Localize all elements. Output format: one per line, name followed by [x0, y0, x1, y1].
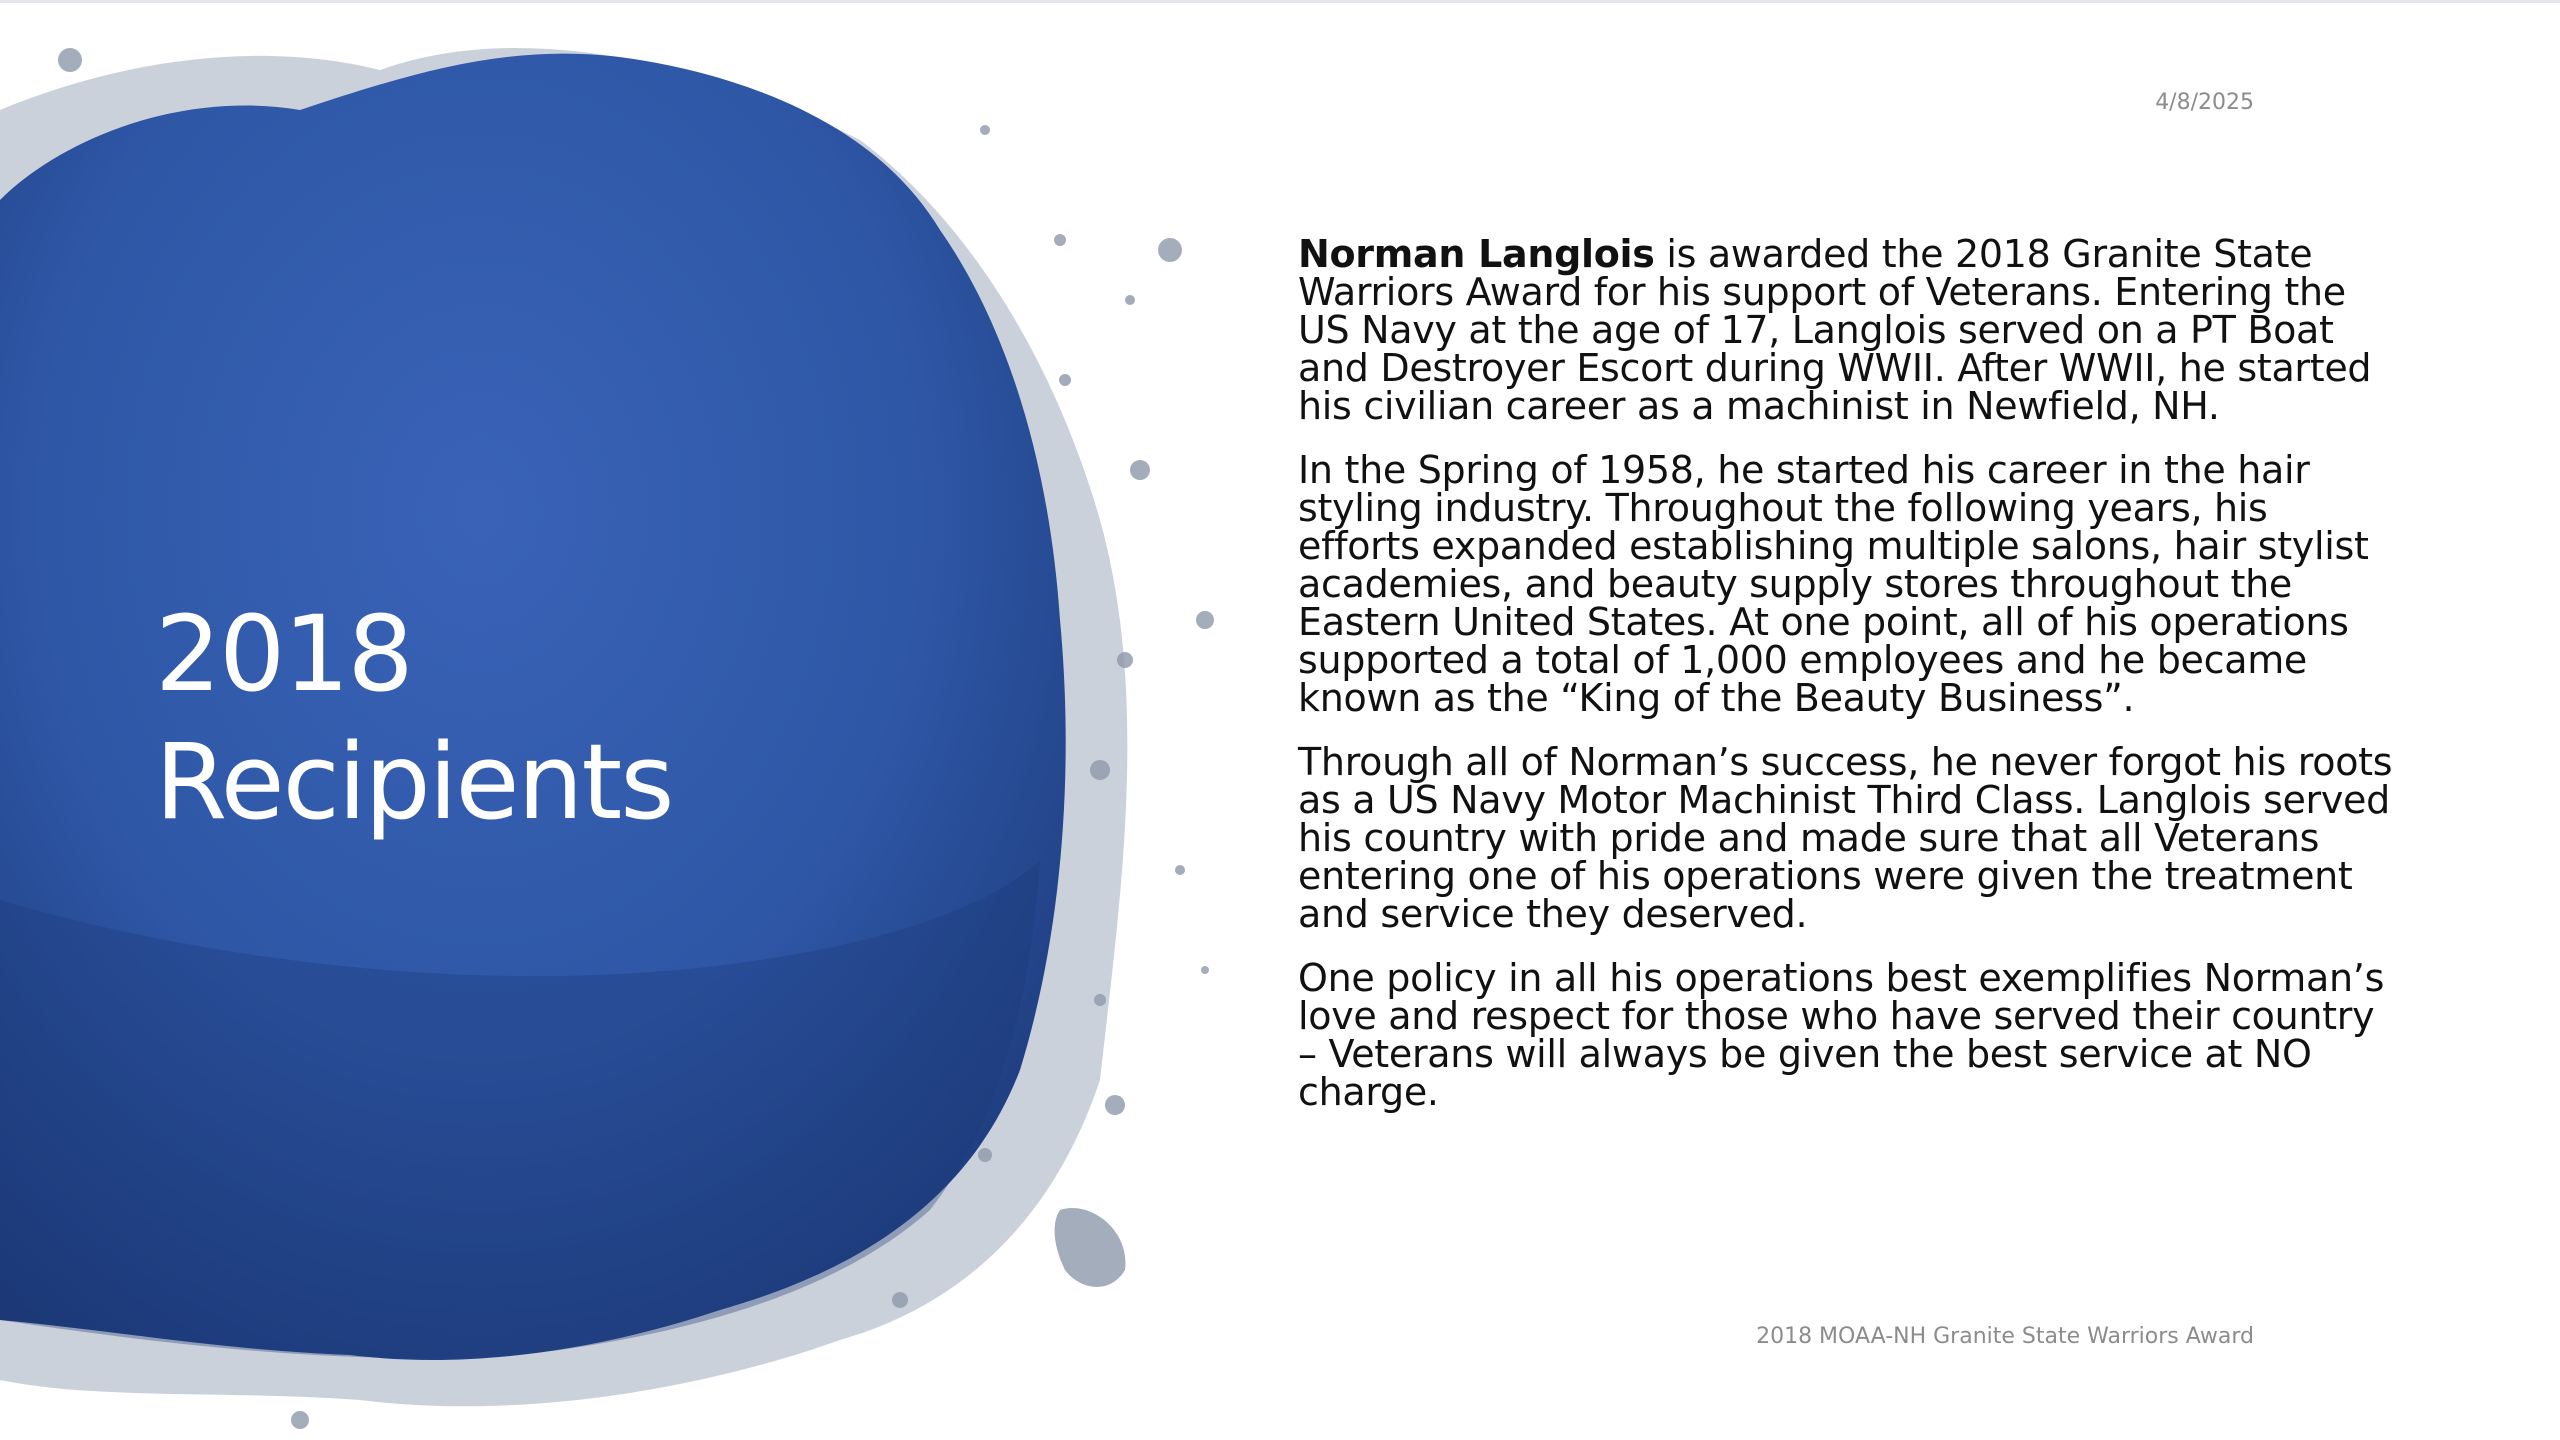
title-line-2: Recipients [155, 721, 673, 843]
paragraph-2: In the Spring of 1958, he started his career in the hair styling industry. Throughout the following years, his efforts expanded establishing multiple salons, hair stylist academies, and beauty supply stores throughout the Eastern United States. At one point, all of his operations supported a total of 1,000 employees and he became known as the “King of the Beauty Business”. [1298, 448, 2369, 720]
slide-footer: 2018 MOAA-NH Granite State Warriors Award [1756, 1324, 2254, 1349]
recipient-name: Norman Langlois [1298, 232, 1655, 276]
title-line-1: 2018 [155, 593, 412, 715]
body-text [1298, 232, 2398, 1137]
paragraph-1 [1298, 232, 2398, 428]
slide-date: 4/8/2025 [2155, 90, 2254, 115]
slide-title [155, 590, 955, 846]
paragraph-4: One policy in all his operations best exemplifies Norman’s love and respect for those who have served their country – Veterans will always be given the best service at NO charge. [1298, 956, 2385, 1114]
paragraph-1-text: is awarded the 2018 Granite State Warriors Award for his support of Veterans. Entering the US Navy at the age of 17, Langlois served on a PT Boat and Destroyer Escort during WWII. After WWII, he started his civilian career as a machinist in Newfield, NH. [1298, 232, 2372, 428]
paragraph-3: Through all of Norman’s success, he never forgot his roots as a US Navy Motor Machinist Third Class. Langlois served his country with pride and made sure that all Veterans entering one of his operations were given the treatment and service they deserved. [1298, 740, 2393, 936]
